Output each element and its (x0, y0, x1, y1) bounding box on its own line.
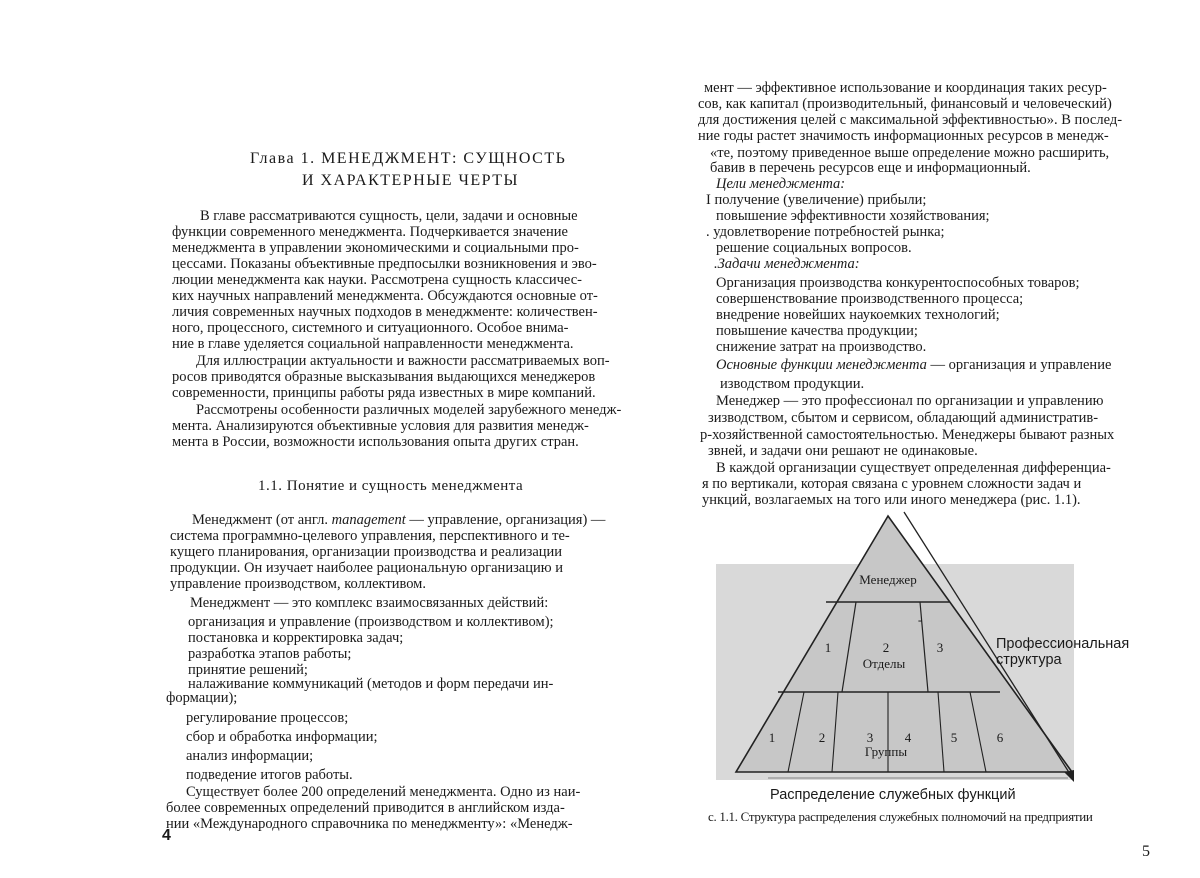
figure-caption: с. 1.1. Структура распределения служебных полномочий на предприятии (708, 809, 1093, 824)
group-number: 5 (950, 730, 958, 745)
professional-structure-label-2: структура (996, 652, 1062, 668)
list-item: сбор и обработка информации; (186, 729, 378, 745)
groups-level-label: Группы (864, 744, 908, 759)
manager-line: ункций, возлагаемых на того или иного менеджера (рис. 1.1). (702, 492, 1081, 508)
definition-end: — управление, организация) — (405, 512, 606, 528)
continuation-line: бавив в перечень ресурсов еще и информационный. (710, 160, 1031, 176)
intro-line: цессами. Показаны объективные предпосылки возникновения и эво- (172, 256, 597, 272)
continuation-line: для достижения целей с максимальной эффективностью». В послед- (698, 112, 1123, 128)
department-number: 2 (882, 640, 890, 655)
group-number: 3 (866, 730, 874, 745)
goal-item: повышение эффективности хозяйствования; (716, 208, 990, 224)
task-item: снижение затрат на производство. (716, 339, 927, 355)
definition-line: кущего планирования, организации производства и реализации (170, 544, 563, 560)
list-item: налаживание коммуникаций (методов и форм передачи ин- (188, 676, 554, 692)
department-number: 3 (936, 640, 944, 655)
department-number: 1 (824, 640, 832, 655)
goals-heading: Цели менеджмента: (716, 176, 846, 192)
definition-line: продукции. Он изучает наиболее рациональную организацию и (170, 560, 563, 576)
tasks-heading: .Задачи менеджмента: (714, 256, 860, 272)
functions-line-2: изводством продукции. (720, 376, 865, 392)
page-number-left: 4 (162, 827, 171, 844)
closing-line: более современных определений приводится в английском изда- (166, 800, 565, 816)
department-mark: - (917, 612, 923, 627)
list-item: формации); (166, 690, 238, 706)
list-item: анализ информации; (186, 748, 314, 764)
chapter-title-line-2: И ХАРАКТЕРНЫЕ ЧЕРТЫ (302, 172, 519, 189)
task-item: повышение качества продукции; (716, 323, 918, 339)
list-item: принятие решений; (188, 662, 308, 678)
intro-line: Рассмотрены особенности различных моделей зарубежного менедж- (196, 402, 622, 418)
continuation-line: «те, поэтому приведенное выше определение можно расширить, (710, 145, 1110, 161)
intro-line: менеджмента в управлении экономическими и социальными про- (172, 240, 579, 256)
list-item: организация и управление (производством и коллективом); (188, 614, 554, 630)
intro-line: функции современного менеджмента. Подчеркивается значение (172, 224, 568, 240)
list-item: подведение итогов работы. (186, 767, 353, 783)
intro-line: Для иллюстрации актуальности и важности рассматриваемых воп- (196, 353, 610, 369)
professional-structure-label-1: Профессиональная (996, 636, 1130, 652)
manager-line: звней, и задачи они решают не одинаковые. (708, 443, 978, 459)
intro-line: личия современных научных подходов в менеджменте: количествен- (172, 304, 598, 320)
goal-item: решение социальных вопросов. (716, 240, 912, 256)
group-number: 2 (818, 730, 826, 745)
manager-level-label: Менеджер (859, 572, 917, 587)
intro-line: мента. Анализируются объективные условия для развития менедж- (172, 418, 589, 434)
list-item: регулирование процессов; (186, 710, 349, 726)
definition-line: управление производством, коллективом. (170, 576, 426, 592)
intro-line: мента в России, возможности использования опыта других стран. (172, 434, 579, 450)
intro-line: ких научных направлений менеджмента. Обсуждаются основные от- (172, 288, 598, 304)
functions-term: Основные функции менеджмента (716, 357, 927, 373)
group-number: 4 (904, 730, 912, 745)
definition-term: management (331, 512, 406, 528)
task-item: внедрение новейших наукоемких технологий; (716, 307, 1000, 323)
departments-level-label: Отделы (862, 656, 906, 671)
distribution-caption: Распределение служебных функций (770, 787, 1016, 803)
manager-line: р-хозяйственной самостоятельностью. Менеджеры бывают разных (700, 427, 1115, 443)
functions-line (716, 357, 1111, 373)
intro-line: В главе рассматриваются сущность, цели, задачи и основные (200, 208, 578, 224)
intro-line: ние в главе уделяется социальной направленности менеджмента. (172, 336, 574, 352)
manager-line: я по вертикали, которая связана с уровнем сложности задач и (702, 476, 1082, 492)
list-item: постановка и корректировка задач; (188, 630, 404, 646)
section-title: 1.1. Понятие и сущность менеджмента (258, 478, 524, 494)
page-number-right: 5 (1142, 843, 1150, 860)
continuation-line: мент — эффективное использование и координация таких ресур- (704, 80, 1107, 96)
intro-line: люции менеджмента как науки. Рассмотрена сущность классичес- (172, 272, 582, 288)
list-item: разработка этапов работы; (188, 646, 352, 662)
intro-line: росов приводятся образные высказывания выдающихся менеджеров (172, 369, 596, 385)
chapter-title-line-1: Глава 1. МЕНЕДЖМЕНТ: СУЩНОСТЬ (250, 150, 567, 167)
closing-line: нии «Международного справочника по менеджменту»: «Менедж- (166, 816, 573, 832)
definition-line: система программно-целевого управления, перспективного и те- (170, 528, 570, 544)
task-item: совершенствование производственного процесса; (716, 291, 1024, 307)
task-item: Организация производства конкурентоспособных товаров; (716, 275, 1080, 291)
complex-line: Менеджмент — это комплекс взаимосвязанных действий: (190, 595, 549, 611)
manager-line: В каждой организации существует определенная дифференциа- (716, 460, 1111, 476)
continuation-line: сов, как капитал (производительный, финансовый и человеческий) (698, 96, 1112, 112)
definition-start: Менеджмент (от англ. (192, 512, 332, 528)
goal-item: . удовлетворение потребностей рынка; (706, 224, 945, 240)
group-number: 1 (768, 730, 776, 745)
closing-line: Существует более 200 определений менеджмента. Одно из наи- (186, 784, 581, 800)
manager-line: зизводством, сбытом и сервисом, обладающий административ- (708, 410, 1099, 426)
intro-line: современности, принципы работы ряда известных в мире компаний. (172, 385, 596, 401)
manager-line: Менеджер — это профессионал по организации и управлению (716, 393, 1104, 409)
group-number: 6 (996, 730, 1004, 745)
definition-line-1 (192, 512, 605, 528)
continuation-line: ние годы растет значимость информационных ресурсов в менедж- (698, 128, 1109, 144)
intro-line: ного, процессного, системного и ситуационного. Особое внима- (172, 320, 569, 336)
functions-definition: — организация и управление (926, 357, 1112, 373)
goal-item: I получение (увеличение) прибыли; (706, 192, 927, 208)
